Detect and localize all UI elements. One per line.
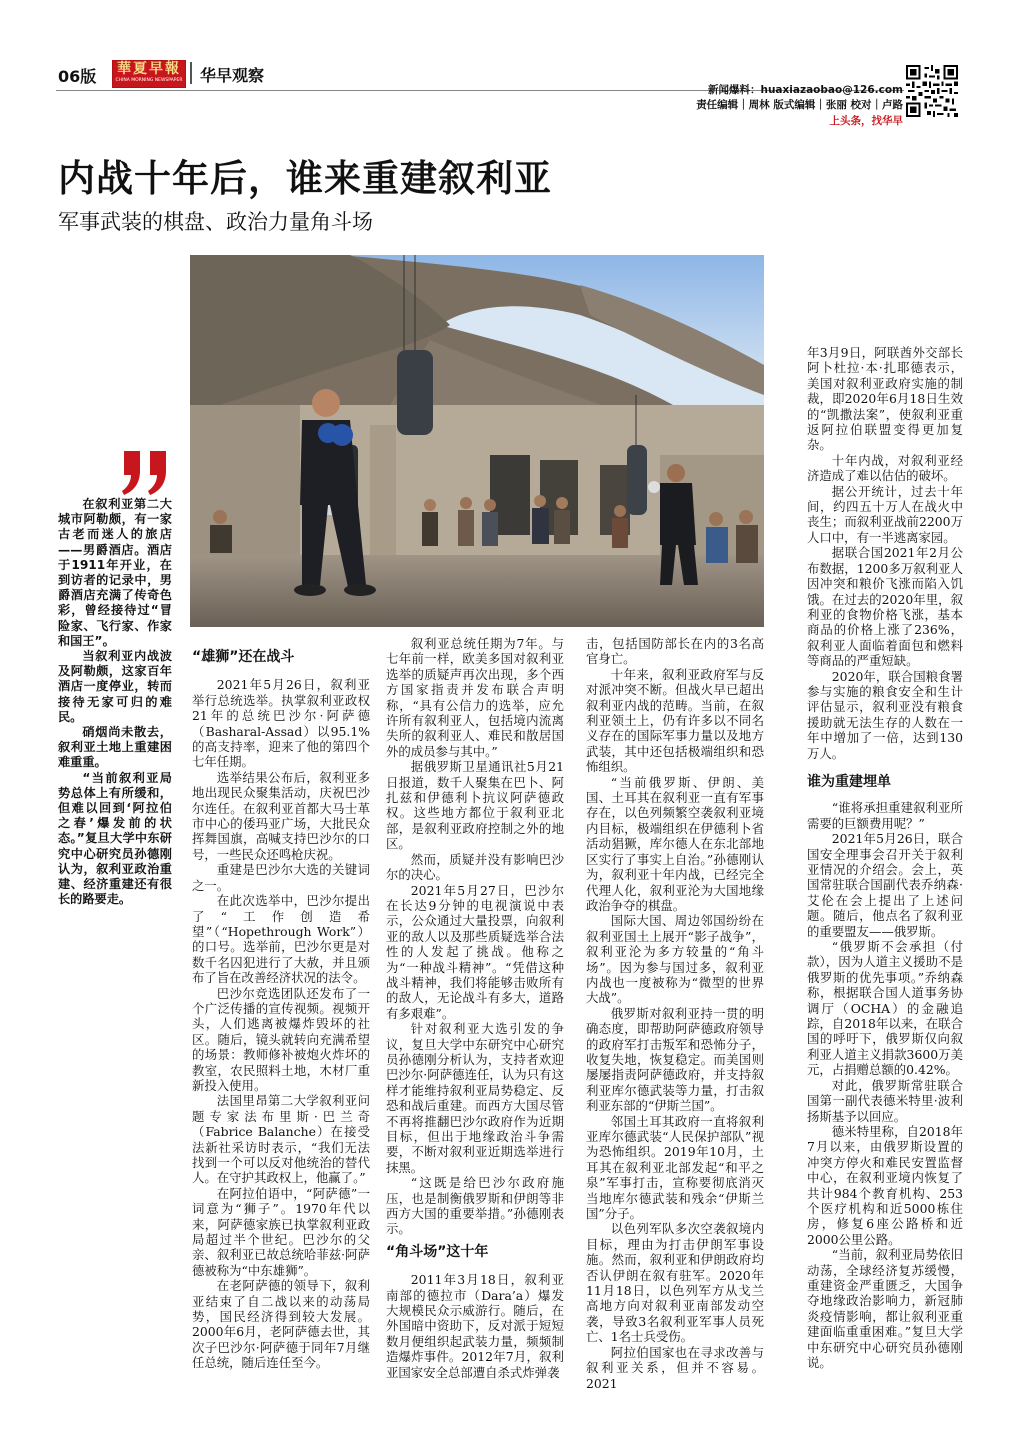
subheadline: 军事武装的棋盘、政治力量角斗场 xyxy=(58,210,373,234)
body-paragraph: 法国里昂第二大学叙利亚问题专家法布里斯·巴兰奇（Fabrice Balanche）在接受法新社采访时表示，“我们无法找到一个可以反对他统治的替代人。在守护其政权上，他赢了。” xyxy=(192,1093,370,1186)
pull-paragraph: 在叙利亚第二大城市阿勒颇，有一家古老而迷人的旅店——男爵酒店。酒店于1911年开业，在到访者的记录中，男爵酒店充满了传奇色彩，曾经接待过“冒险家、飞行家、作家和国王”。 xyxy=(58,497,172,648)
article-column-5 xyxy=(807,345,963,1370)
pull-paragraph: “当前叙利亚局势总体上有所缓和，但难以回到‘阿拉伯之春’爆发前的状态。”复旦大学中东研究中心研究员孙德刚认为，叙利亚政治重建、经济重建还有很长的路要走。 xyxy=(58,770,172,907)
body-paragraph: 2021年5月26日，叙利亚举行总统选举。执掌叙利亚政权21年的总统巴沙尔·阿萨德（Basharal-Assad）以95.1%的高支持率，迎来了他的第四个七年任期。 xyxy=(192,677,370,770)
article-photo xyxy=(190,255,764,627)
body-paragraph: “当前俄罗斯、伊朗、美国、土耳其在叙利亚一直有军事存在，以色列频繁空袭叙利亚境内目标，极端组织在伊德利卜省活动猖獗，库尔德人在东北部地区实行了事实上自治。”孙德刚认为，叙利亚十年内战，已经完全代理人化，叙利亚沦为大国地缘政治争夺的棋盘。 xyxy=(586,774,764,913)
body-paragraph: “这既是给巴沙尔政府施压，也是制衡俄罗斯和伊朗等非西方大国的重要举措。”孙德刚表示。 xyxy=(386,1175,564,1237)
body-paragraph: 在阿拉伯语中，“阿萨德”一词意为“狮子”。1970年代以来，阿萨德家族已执掌叙利亚政局超过半个世纪。巴沙尔的父亲、叙利亚已故总统哈菲兹·阿萨德被称为“中东雄狮”。 xyxy=(192,1185,370,1278)
body-paragraph: 德米特里称，自2018年7月以来，由俄罗斯设置的冲突方停火和难民安置监督中心，在叙利亚境内恢复了共计984个教育机构、253个医疗机构和近5000栋住房，修复6座公路桥和近2000公里公路。 xyxy=(807,1123,963,1247)
body-paragraph: 叙利亚总统任期为7年。与七年前一样，欧美多国对叙利亚选举的质疑声再次出现，多个西方国家指责并发布联合声明称，“具有公信力的选举，应允许所有叙利亚人，包括境内流离失所的叙利亚人、难民和散居国外的成员参与其中。” xyxy=(386,636,564,759)
body-paragraph: 十年来，叙利亚政府军与反对派冲突不断。但战火早已超出叙利亚内战的范畴。当前，在叙利亚领土上，仍有许多以不同名义存在的国际军事力量以及地方武装，其中还包括极端组织和恐怖组织。 xyxy=(586,666,764,775)
body-paragraph: 邻国土耳其政府一直将叙利亚库尔德武装“人民保护部队”视为恐怖组织。2019年10月，土耳其在叙利亚北部发起“和平之泉”军事打击，宣称要彻底消灭当地库尔德武装和残余“伊斯兰国”分子。 xyxy=(586,1113,764,1222)
section-heading: “角斗场”这十年 xyxy=(386,1243,489,1260)
body-paragraph: “当前，叙利亚局势依旧动荡，全球经济复苏缓慢，重建资金严重匮乏，大国争夺地缘政治影响力，新冠肺炎疫情影响，都让叙利亚重建面临重重困难。”复旦大学中东研究中心研究员孙德刚说。 xyxy=(807,1247,963,1370)
body-paragraph: 对此，俄罗斯常驻联合国第一副代表德米特里·波利扬斯基予以回应。 xyxy=(807,1077,963,1124)
section-title: 华早观察 xyxy=(200,66,265,85)
body-paragraph: “俄罗斯不会承担（付款），因为人道主义援助不是俄罗斯的优先事项。”乔纳森称，根据联合国人道事务协调厅（OCHA）的金融追踪，自2018年以来，在联合国的呼吁下，俄罗斯仅向叙利亚人道主义捐款3600万美元，占捐赠总额的0.42%。 xyxy=(807,939,963,1078)
body-paragraph: 然而，质疑并没有影响巴沙尔的决心。 xyxy=(386,851,564,883)
body-paragraph: 据联合国2021年2月公布数据，1200多万叙利亚人因冲突和粮价飞涨而陷入饥饿。在过去的2020年里，叙利亚的食物价格飞涨，基本商品的价格上涨了236%，叙利亚人面临着面包和燃料等商品的严重短缺。 xyxy=(807,545,963,669)
body-paragraph: 2021年5月27日，巴沙尔在长达9分钟的电视演说中表示，公众通过大量投票，向叙利亚的敌人以及那些质疑选举合法性的人发起了挑战。他称之为“一种战斗精神”。“凭借这种战斗精神，我们将能够击败所有的敌人，无论战斗有多大，道路有多艰难”。 xyxy=(386,882,564,1021)
body-paragraph: 重建是巴沙尔大选的关键词之一。 xyxy=(192,862,370,893)
body-paragraph: 击，包括国防部长在内的3名高官身亡。 xyxy=(586,636,764,667)
body-paragraph: 2011年3月18日，叙利亚南部的德拉市（Dara’a）爆发大规模民众示威游行。随后，在外国暗中资助下，反对派于短短数月便组织起武装力量，频频制造爆炸事件。2012年7月，叙利亚国家安全总部遭自杀式炸弹袭 xyxy=(386,1272,564,1380)
body-paragraph: 以色列军队多次空袭叙境内目标，理由为打击伊朗军事设施。然而，叙利亚和伊朗政府均否认伊朗在叙有驻军。2020年11月18日，以色列军方从戈兰高地方向对叙利亚南部发动空袭，导致3名叙利亚军事人员死亡、1名士兵受伤。 xyxy=(586,1221,764,1345)
body-paragraph: 阿拉伯国家也在寻求改善与叙利亚关系，但并不容易。2021 xyxy=(586,1344,764,1391)
body-paragraph: 十年内战，对叙利亚经济造成了难以估估的破坏。 xyxy=(807,452,963,484)
pull-quote-column xyxy=(58,497,172,907)
logo-subtext: CHINA MORNING NEWSPAPER xyxy=(115,78,183,83)
headline: 内战十年后，谁来重建叙利亚 xyxy=(58,157,552,200)
header-divider xyxy=(190,62,192,84)
qr-code-icon xyxy=(906,65,958,117)
body-paragraph: 年3月9日，阿联酋外交部长阿卜杜拉·本·扎耶德表示，美国对叙利亚政府实施的制裁，即2020年6月18日生效的“凯撒法案”，使叙利亚重返阿拉伯联盟变得更加复杂。 xyxy=(807,345,963,453)
editor-credits: 责任编辑｜周林 版式编辑｜张丽 校对｜卢路 xyxy=(696,99,903,111)
body-paragraph: 在此次选举中，巴沙尔提出了“工作创造希望”（“Hopethrough Work”）的口号。选举前，巴沙尔更是对数千名囚犯进行了大赦，并且颁布了旨在改善经济状况的法令。 xyxy=(192,893,370,986)
section-heading: 谁为重建埋单 xyxy=(807,773,891,790)
article-column-3 xyxy=(386,636,564,1380)
body-paragraph: 2020年，联合国粮食署参与实施的粮食安全和生计评估显示，叙利亚没有粮食援助就无法生存的人数在一年中增加了一倍，达到130万人。 xyxy=(807,668,963,761)
hotline: 新闻爆料：huaxiazaobao@126.com xyxy=(707,84,903,96)
body-paragraph: 据公开统计，过去十年间，约四五十万人在战火中丧生；而叙利亚战前2200万人口中，有一半逃离家园。 xyxy=(807,483,963,545)
pull-paragraph: 当叙利亚内战波及阿勒颇，这家百年酒店一度停业，转而接待无家可归的难民。 xyxy=(58,649,172,724)
body-paragraph: “谁将承担重建叙利亚所需要的巨额费用呢？” xyxy=(807,800,963,831)
body-paragraph: 选举结果公布后，叙利亚多地出现民众聚集活动，庆祝巴沙尔连任。在叙利亚首都大马士革市中心的倭玛亚广场，大批民众挥舞国旗，高喊支持巴沙尔的口号，一些民众还鸣枪庆祝。 xyxy=(192,769,370,862)
logo-text: 華夏早報 xyxy=(117,61,181,77)
slogan: 上头条，找华早 xyxy=(829,115,903,127)
body-paragraph: 国际大国、周边邻国纷纷在叙利亚国土上展开“影子战争”，叙利亚沦为多方较量的“角斗场”。因为参与国过多，叙利亚内战也一度被称为“微型的世界大战”。 xyxy=(586,913,764,1006)
body-paragraph: 据俄罗斯卫星通讯社5月21日报道，数千人聚集在巴卜、阿扎兹和伊德利卜抗议阿萨德政权。这些地方都位于叙利亚北部，是叙利亚政府控制之外的地区。 xyxy=(386,759,564,852)
body-paragraph: 巴沙尔竞选团队还发布了一个广泛传播的宣传视频。视频开头，人们逃离被爆炸毁坏的社区。随后，镜头就转向充满希望的场景：教师修补被炮火炸坏的教室，农民照料土地，木材厂重新投入使用。 xyxy=(192,985,370,1093)
body-paragraph: 针对叙利亚大选引发的争议，复旦大学中东研究中心研究员孙德刚分析认为，支持者欢迎巴沙尔·阿萨德连任，认为只有这样才能维持叙利亚局势稳定、反恐和战后重建。而西方大国尽管不再将推翻巴沙尔政府作为近期目标，但出于地缘政治斗争需要，不断对叙利亚近期选举进行抹黑。 xyxy=(386,1021,564,1175)
body-paragraph: 在老阿萨德的领导下，叙利亚结束了自二战以来的动荡局势，国民经济得到较大发展。2000年6月，老阿萨德去世，其次子巴沙尔·阿萨德于同年7月继任总统，随后连任至今。 xyxy=(192,1278,370,1371)
body-paragraph: 2021年5月26日，联合国安全理事会召开关于叙利亚情况的介绍会。会上，英国常驻联合国副代表乔纳森·艾伦在会上提出了上述问题。随后，他点名了叙利亚的重要盟友——俄罗斯。 xyxy=(807,831,963,939)
section-heading: “雄狮”还在战斗 xyxy=(192,649,295,665)
pull-paragraph: 硝烟尚未散去，叙利亚土地上重建困难重重。 xyxy=(58,725,172,770)
newspaper-logo xyxy=(112,60,186,88)
article-column-4 xyxy=(586,636,764,1391)
quotation-mark-icon xyxy=(118,447,172,497)
page-number: 06版 xyxy=(58,67,97,86)
article-column-2 xyxy=(192,642,370,1371)
body-paragraph: 俄罗斯对叙利亚持一贯的明确态度，即帮助阿萨德政府领导的政府军打击叛军和恐怖分子，收复失地，恢复稳定。而美国则屡屡指责阿萨德政府，并支持叙利亚库尔德武装等力量，打击叙利亚东部的“伊斯兰国”。 xyxy=(586,1005,764,1114)
